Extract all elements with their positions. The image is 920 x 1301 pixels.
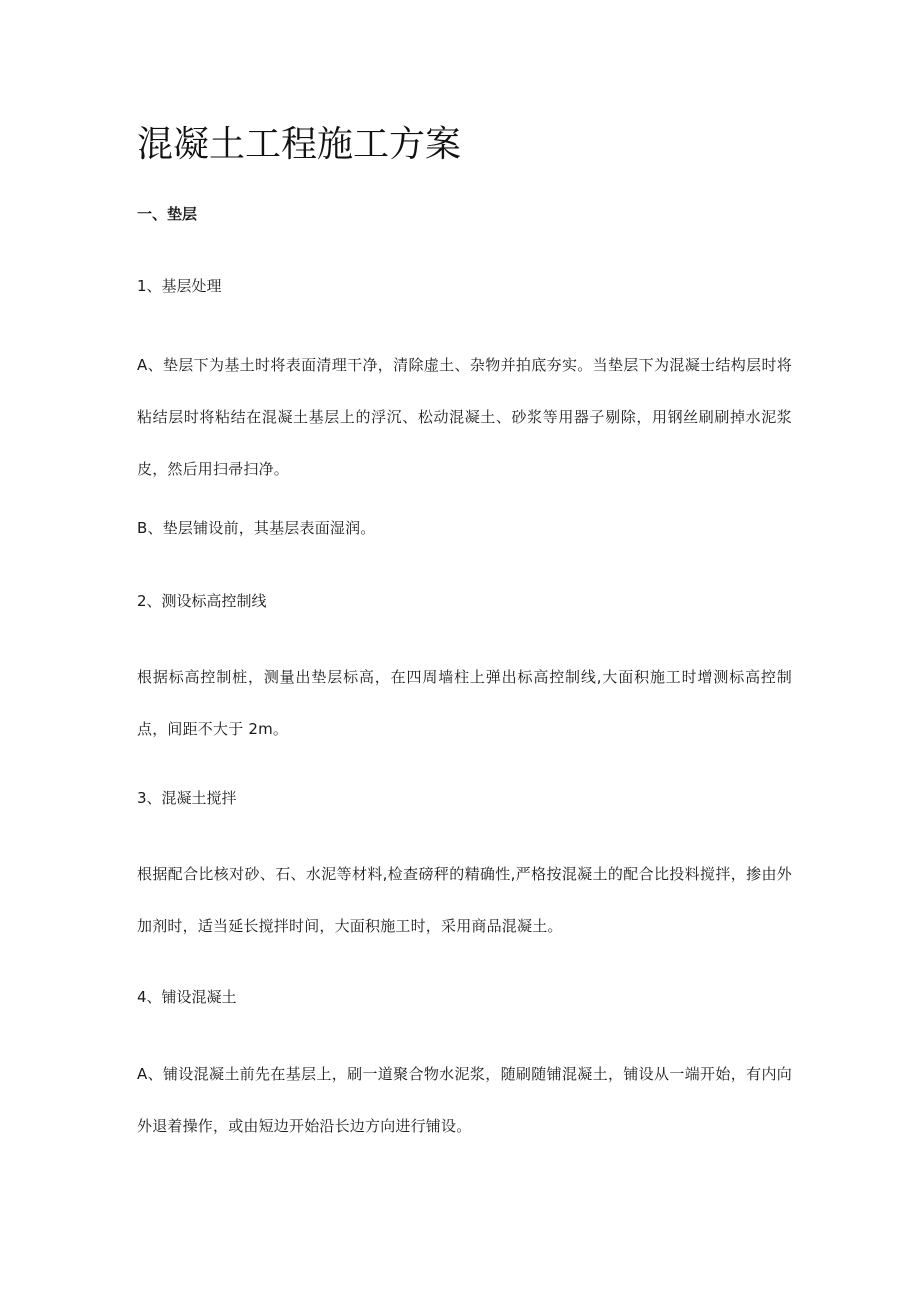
subheading-concrete-mixing: 3、混凝土搅拌 — [137, 789, 237, 807]
subheading-base-treatment: 1、基层处理 — [137, 277, 222, 295]
paragraph-concrete-mixing: 根据配合比核对砂、石、水泥等材料,检查磅秤的精确性,严格按混凝土的配合比投料搅拌，掺由外加剂时，适当延长搅拌时间，大面积施工时，采用商品混凝土。 — [137, 865, 792, 935]
subheading-elevation-control: 2、测设标高控制线 — [137, 592, 267, 610]
section-heading-cushion: 一、垫层 — [137, 205, 198, 223]
paragraph-laying-concrete-a: A、铺设混凝土前先在基层上，刷一道聚合物水泥浆，随刷随铺混凝土，铺设从一端开始，有内向外退着操作，或由短边开始沿长边方向进行铺设。 — [137, 1065, 792, 1135]
paragraph-base-treatment-a: A、垫层下为基土时将表面清理干净，清除虚土、杂物并拍底夯实。当垫层下为混凝士结构层时将粘结层时将粘结在混凝土基层上的浮沉、松动混凝土、砂浆等用器子剔除，用钢丝刷刷掉水泥浆皮，然后用扫帚扫净。 — [137, 356, 792, 478]
document-title: 混凝土工程施工方案 — [137, 124, 462, 165]
paragraph-base-treatment-b: B、垫层铺设前，其基层表面湿润。 — [137, 519, 376, 537]
paragraph-elevation-control: 根据标高控制桩，测量出垫层标高，在四周墙柱上弹出标高控制线,大面积施工时增测标高控制点，间距不大于 2m。 — [137, 668, 792, 738]
subheading-laying-concrete: 4、铺设混凝土 — [137, 988, 237, 1006]
